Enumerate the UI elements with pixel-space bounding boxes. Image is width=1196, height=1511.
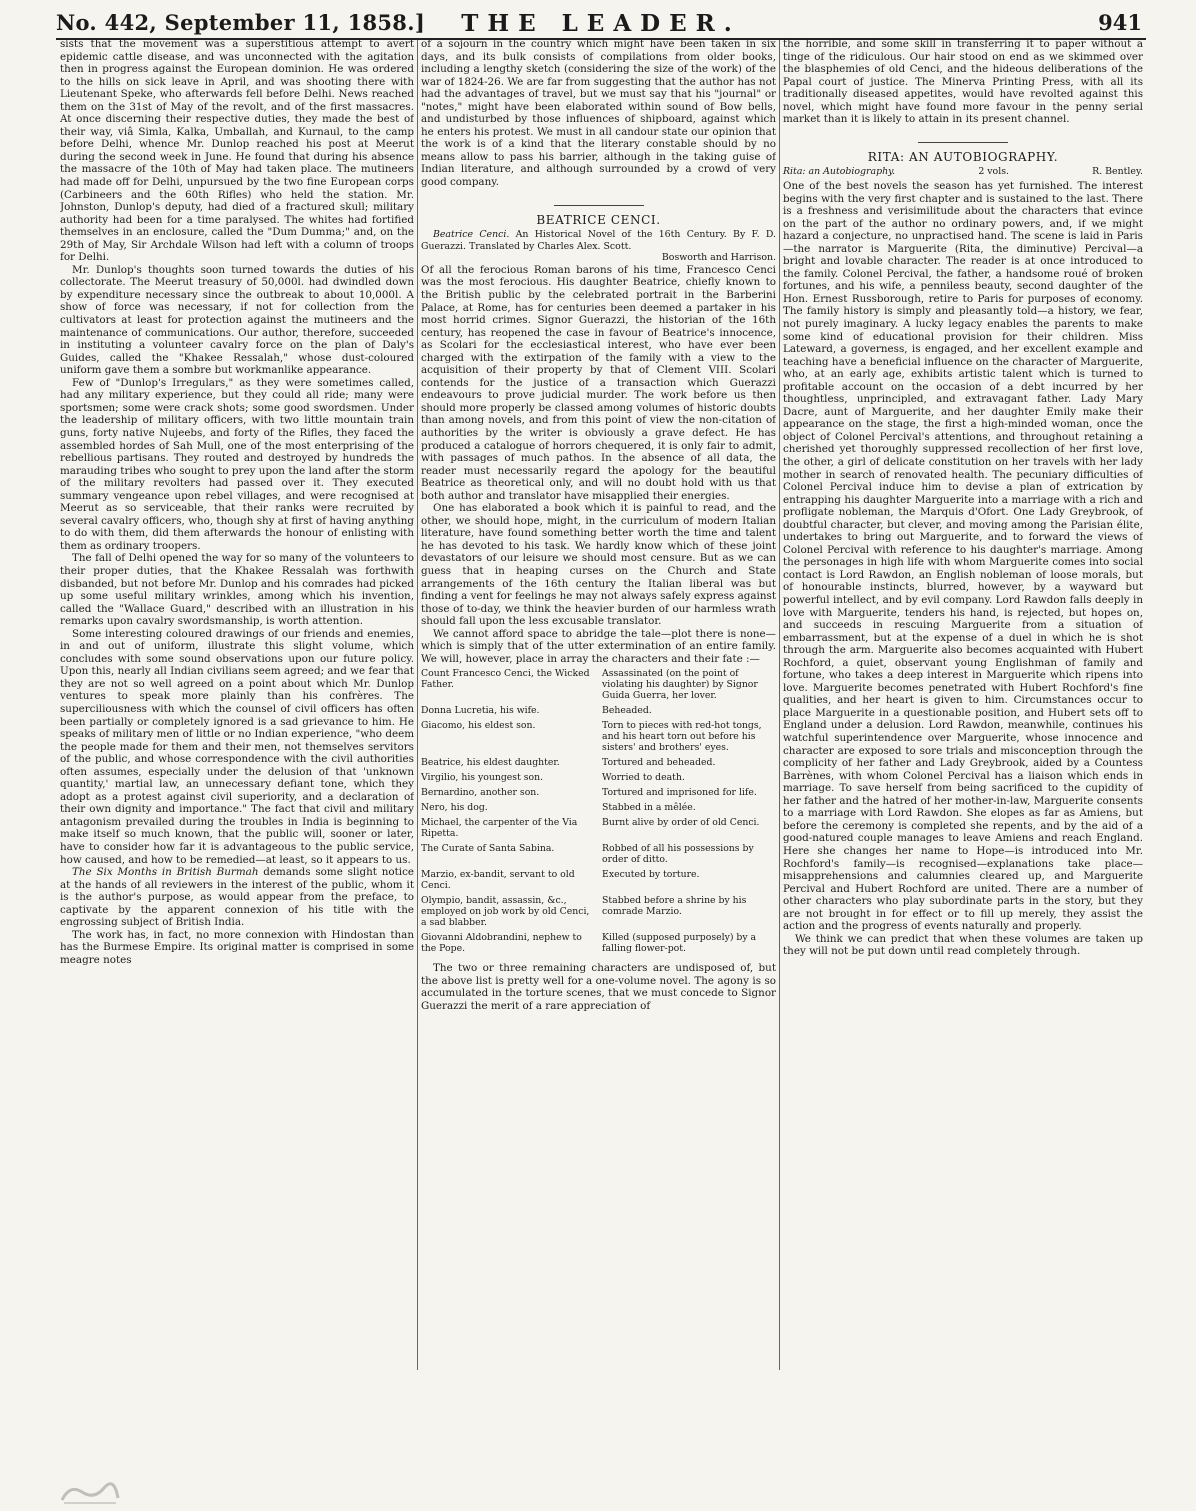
character-row (421, 668, 776, 705)
paragraph (60, 866, 414, 929)
character-row (421, 802, 776, 817)
paragraph: sists that the movement was a superstitious attempt to avert epidemic cattle disease, and was unconnected with the agitation then in progress against the European dominion. He was ordered to the hills on sick leave in April, and was shooting there with Lieutenant Speke, who afterwards fell before Delhi. News reached them on the 31st of May of the revolt, and of the first massacres. At once discerning their respective duties, they made the best of their way, viâ Simla, Kalka, Umballah, and Kurnaul, to the camp before Delhi, whence Mr. Dunlop reached his post at Meerut during the second week in June. He found that during his absence the massacre of the 10th of May had taken place. The mutineers had made off for Delhi, unpursued by the two fine European corps (Carbineers and the 60th Rifles) who held the station. Mr. Johnston, Dunlop's deputy, had died of a fractured skull; military authority had been for a time paralysed. The whites had fortified themselves in an enclosure, called the "Dum Dumma;" and, on the 29th of May, Sir Archdale Wilson had left with a column of troops for Delhi. (60, 38, 414, 264)
character-fate: Burnt alive by order of old Cenci. (602, 817, 760, 829)
paragraph: The work has, in fact, no more connexion with Hindostan than has the Burmese Empire. Its original matter is comprised in some meagre notes (60, 928, 414, 966)
character-row (421, 720, 776, 757)
character-row (421, 843, 776, 869)
book-title: Rita: an Autobiography. (783, 166, 896, 178)
character-row (421, 705, 776, 720)
paragraph: One of the best novels the season has yet furnished. The interest begins with the very first chapter and is sustained to the last. There is a freshness and verisimilitude about the characters that evince on the part of the author no ordinary powers, and, if we might hazard a conjecture, no unpractised hand. The scene is laid in Paris—the narrator is Marguerite (Rita, the diminutive) Percival—a bright and lovable character. The reader is at once introduced to the family. Colonel Percival, the father, a handsome roué of broken fortunes, and his wife, a penniless beauty, second daughter of the Hon. Ernest Russborough, retire to Paris for purposes of economy. The family history is simply and pleasantly told—a history, we fear, not purely imaginary. A lucky legacy enables the parents to make some kind of educational provision for their children. Miss Lateward, a governess, is engaged, and her excellent example and teaching have a beneficial influence on the character of Marguerite, who, at an early age, exhibits artistic talent which is turned to profitable account on the occasion of a debt incurred by her thoughtless, unprincipled, and extravagant father. Lady Mary Dacre, aunt of Marguerite, and her daughter Emily make their appearance on the stage, the first a high-minded woman, once the object of Colonel Percival's attentions, and throughout retaining a cherished yet thoroughly suppressed recollection of her first love, the other, a girl of delicate constitution on her travels with her lady mother in search of renovated health. The pecuniary difficulties of Colonel Percival induce him to devise a plan of extrication by entrapping his daughter Marguerite into a marriage with a rich and profligate nobleman, the Marquis d'Ofort. One Lady Greybrook, of doubtful character, but clever, and moving among the Parisian élite, undertakes to bring out Marguerite, and to forward the views of Colonel Percival with reference to his daughter's marriage. Among the personages in high life with whom Marguerite comes into social contact is Lord Rawdon, an English nobleman of loose morals, but of honourable instincts, blurred, however, by a wayward but powerful intellect, and by evil company. Lord Rawdon falls deeply in love with Marguerite, tenders his hand, is rejected, but hopes on, and succeeds in rescuing Marguerite from a situation of embarrassment, but at the expense of a duel in which he is shot through the arm. Marguerite also becomes acquainted with Hubert Rochford, a quiet, observant young Englishman of family and fortune, who takes a deep interest in Marguerite which ripens into love. Marguerite becomes penetrated with Hubert Rochford's fine qualities, and her heart is given to him. Circumstances occur to place Marguerite in a questionable position, and Hubert sets off to England under a delusion. Lord Rawdon, meanwhile, continues his watchful superintendence over Marguerite, whose innocence and character are exposed to sore trials and misconception through the complicity of her father and Lady Greybrook, aided by a Countess Barrènes, with whom Colonel Percival has a liaison which ends in marriage. To save herself from being sacrificed to the cupidity of her father and the hatred of her mother-in-law, Marguerite consents to a marriage with Lord Rawdon. She elopes as far as Amiens, but before the ceremony is completed she repents, and by the aid of a good-natured couple manages to leave Amiens and reach England. Here she changes her name to Hope—is introduced into Mr. Rochford's family—is recognised—explanations take place—misapprehensions and calumnies cleared up, and Marguerite Percival and Hubert Rochford are united. There are a number of other characters who play subordinate parts in the story, but they are not brought in for effect or to fill up merely, they assist the action and the progress of events naturally and properly. (783, 179, 1143, 933)
column-3 (783, 38, 1143, 1368)
character-name: Bernardino, another son. (421, 787, 540, 799)
page-number: 941 (1098, 10, 1142, 35)
paragraph: We think we can predict that when these volumes are taken up they will not be put down until read completely through. (783, 932, 1143, 958)
character-fate: Robbed of all his possessions by order of ditto. (602, 843, 754, 866)
character-name: Giacomo, his eldest son. (421, 720, 536, 732)
character-name: Nero, his dog. (421, 802, 488, 814)
bibliographic-entry (783, 166, 1143, 178)
newspaper-title: THE LEADER. (461, 10, 741, 37)
section-divider (554, 205, 644, 206)
library-stamp-mark (60, 1470, 120, 1504)
character-row (421, 757, 776, 772)
bibliographic-entry (421, 229, 776, 252)
book-title: The Six Months in British Burmah (72, 866, 259, 879)
paragraph: Of all the ferocious Roman barons of his time, Francesco Cenci was the most ferocious. His daughter Beatrice, chiefly known to the British public by the celebrated portrait in the Barberini Palace, at Rome, has for centuries been deemed a partaker in his most horrid crimes. Signor Guerazzi, the historian of the 16th century, has reopened the case in favour of Beatrice's innocence, as Scolari for the ecclesiastical interest, who have ever been charged with the extirpation of the family with a view to the acquisition of their property by that of Clement VIII. Scolari contends for the justice of a transaction which Guerazzi endeavours to prove judicial murder. The work before us then should more properly be classed among volumes of historic doubts than among novels, and from this point of view the non-citation of authorities by the writer is obviously a grave defect. He has produced a catalogue of horrors chequered, it is only fair to admit, with passages of much pathos. In the absence of all data, the reader must necessarily regard the apology for the beautiful Beatrice as theoretical only, and will no doubt hold with us that both author and translator have misapplied their energies. (421, 263, 776, 502)
paragraph: The fall of Delhi opened the way for so many of the volunteers to their proper duties, that the Khakee Ressalah was forthwith disbanded, but not before Mr. Dunlop and his comrades had picked up some useful military wrinkles, among which his invention, called the "Wallace Guard," described with an illustration in his remarks upon cavalry swordsmanship, is worth attention. (60, 552, 414, 628)
character-fate: Executed by torture. (602, 869, 700, 881)
paragraph: Some interesting coloured drawings of our friends and enemies, in and out of uniform, illustrate this slight volume, which concludes with some sound observations upon our future policy. Upon this, nearly all Indian civilians seem agreed; and we fear that they are not so well agreed on a point about which Mr. Dunlop ventures to speak more plainly than his confrères. The superciliousness with which the counsel of civil officers has often been partially or completely ignored is a sad grievance to him. He speaks of military men of little or no Indian experience, "who deem the people made for them and their men, not themselves servitors of the public, and whose correspondence with the civil authorities often assumes, especially under the delusion of that 'unknown quantity,' martial law, an unnecessary defiant tone, which they adopt as a protest against civil superiority, and a declaration of their own dignity and importance." The fact that civil and military antagonism prevailed during the troubles in India is beginning to make itself so much known, that the public will, sooner or later, have to consider how far it is advantageous to the public service, how caused, and how to be remedied—at least, so it appears to us. (60, 627, 414, 866)
review-heading: BEATRICE CENCI. (536, 212, 661, 227)
character-fate: Stabbed before a shrine by his comrade Marzio. (602, 895, 747, 918)
character-name: Giovanni Aldobrandini, nephew to the Pope. (421, 932, 582, 955)
volume-count: 2 vols. (978, 166, 1009, 178)
character-row (421, 869, 776, 895)
paragraph-text: demands some slight notice at the hands of all reviewers in the interest of the public, whom it is the author's purpose, as would appear from the preface, to captivate by the apparent connexion of his title with the engrossing subject of British India. (60, 866, 414, 929)
column-rule (417, 40, 418, 1370)
character-name: Marzio, ex-bandit, servant to old Cenci. (421, 869, 575, 892)
paragraph: the horrible, and some skill in transferring it to paper without a tinge of the ridiculous. Our hair stood on end as we skimmed over the blasphemies of old Cenci, and the hideous deliberations of the Papal court of justice. The Minerva Printing Press, with all its traditionally diseased appetites, would have revolted against this novel, which might have found more favour in the penny serial market than it is likely to attain in its present channel. (783, 38, 1143, 126)
character-row (421, 895, 776, 932)
paragraph: Few of "Dunlop's Irregulars," as they were sometimes called, had any military experience, but they could all ride; many were sportsmen; some were crack shots; some good swordsmen. Under the leadership of military officers, with two little mountain train guns, forty native Nujeebs, and forty of the Rifles, they faced the assembled hordes of Sah Mull, one of the most enterprising of the rebellious partisans. They routed and destroyed by hundreds the marauding tribes who sought to prey upon the land after the storm of the military revolters had passed over it. They executed summary vengeance upon rebel villages, and were recognised at Meerut as so serviceable, that their ranks were recruited by several cavalry officers, who, though shy at first of having anything to do with them, did them afterwards the honour of enlisting with them as ordinary troopers. (60, 376, 414, 552)
character-fate: Tortured and imprisoned for life. (602, 787, 757, 799)
character-fate: Worried to death. (602, 772, 685, 784)
issue-date: No. 442, September 11, 1858.] (56, 10, 426, 35)
character-row (421, 817, 776, 843)
character-name: Michael, the carpenter of the Via Ripetta. (421, 817, 578, 840)
character-row (421, 772, 776, 787)
masthead (56, 8, 1146, 40)
character-fate: Stabbed in a mêlée. (602, 802, 696, 814)
review-heading: RITA: AN AUTOBIOGRAPHY. (867, 149, 1059, 164)
paragraph: of a sojourn in the country which might have been taken in six days, and its bulk consists of compilations from older books, including a lengthy sketch (considering the size of the work) of the war of 1824-26. We are far from suggesting that the author has not had the advantages of travel, but we must say that his "journal" or "notes," might have been elaborated within sound of Bow bells, and undisturbed by those influences of shipboard, against which he enters his protest. We must in all candour state our opinion that the work is of a kind that the literary constable should by no means allow to pass his barrier, although in the taking guise of Indian literature, and although surrounded by a crowd of very good company. (421, 38, 776, 189)
paragraph: One has elaborated a book which it is painful to read, and the other, we should hope, might, in the curriculum of modern Italian literature, have found something better worth the time and talent he has devoted to his task. We hardly know which of these joint devastators of our leisure we should most censure. But as we can guess that in heaping curses on the Church and State arrangements of the 16th century the Italian liberal was but finding a vent for feelings he may not always safely express against those of to-day, we think the heavier burden of our harmless wrath should fall upon the less excusable translator. (421, 502, 776, 628)
column-1 (60, 38, 414, 1368)
paragraph: We cannot afford space to abridge the tale—plot there is none—which is simply that of the utter extermination of an entire family. We will, however, place in array the characters and their fate :— (421, 627, 776, 665)
book-title: Beatrice Cenci. (433, 229, 510, 241)
character-fate: Beheaded. (602, 705, 652, 717)
character-name: Olympio, bandit, assassin, &c., employed on job work by old Cenci, a sad blabber. (421, 895, 590, 929)
character-name: Beatrice, his eldest daughter. (421, 757, 560, 769)
publisher: Bosworth and Harrison. (661, 252, 776, 264)
character-row (421, 787, 776, 802)
paragraph: The two or three remaining characters are undisposed of, but the above list is pretty well for a one-volume novel. The agony is so accumulated in the torture scenes, that we must concede to Signor Guerazzi the merit of a rare appreciation of (421, 962, 776, 1013)
paragraph: Mr. Dunlop's thoughts soon turned towards the duties of his collectorate. The Meerut treasury of 50,000l. had dwindled down by expenditure necessary since the outbreak to about 10,000l. A show of force was necessary, if not for collection from the cultivators at least for protection against the mutineers and the maintenance of communications. Our author, therefore, succeeded in instituting a volunteer cavalry force on the plan of Daly's Guides, called the "Khakee Ressalah," whose dust-coloured uniform gave them a sombre but workmanlike appearance. (60, 263, 414, 377)
character-row (421, 932, 776, 958)
character-fate: Torn to pieces with red-hot tongs, and his heart torn out before his sisters' and brothers' eyes. (602, 720, 762, 754)
book-description: An Historical Novel of the 16th Century. By F. D. Guerazzi. Translated by Charles Alex. Scott. (421, 229, 776, 252)
character-fate: Killed (supposed purposely) by a falling flower-pot. (602, 932, 757, 955)
column-rule (779, 40, 780, 1370)
column-2 (421, 38, 776, 1368)
character-name: Virgilio, his youngest son. (421, 772, 544, 784)
publisher: R. Bentley. (1092, 166, 1143, 178)
character-table (421, 668, 776, 958)
character-fate: Assassinated (on the point of violating his daughter) by Signor Guida Guerra, her lover. (602, 668, 758, 702)
character-fate: Tortured and beheaded. (602, 757, 716, 769)
character-name: Count Francesco Cenci, the Wicked Father. (421, 668, 590, 691)
character-name: Donna Lucretia, his wife. (421, 705, 540, 717)
character-name: The Curate of Santa Sabina. (421, 843, 555, 855)
section-divider (918, 142, 1008, 143)
